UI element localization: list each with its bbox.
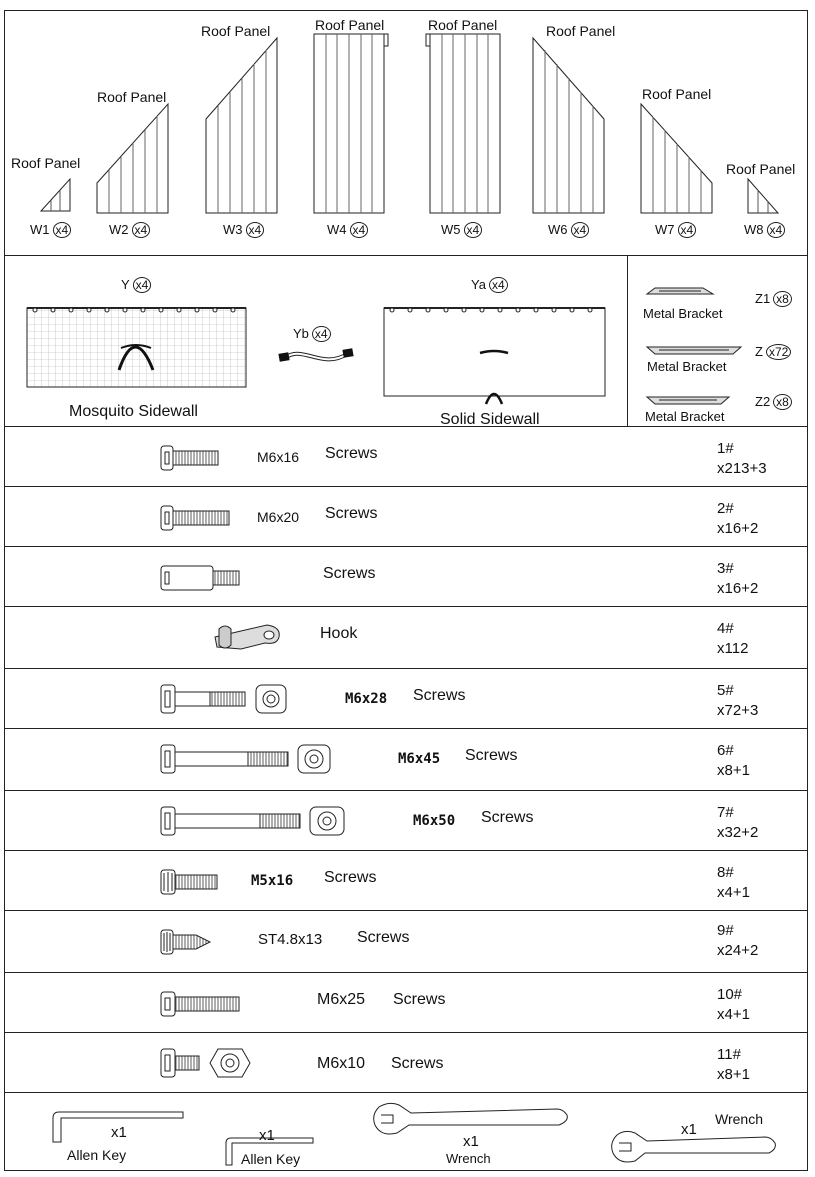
hardware-spec: M6x45 [398,751,441,767]
bracket-label: Metal Bracket [645,409,725,424]
mosquito-sidewall-drawing [27,296,247,388]
hardware-spec: M6x16 [257,449,300,465]
roof-panel-title: Roof Panel [428,17,498,33]
connector-drawing [277,346,357,368]
hardware-row [5,973,807,1033]
roof-panel-id: W2 x4 [109,222,150,238]
roof-panel-w5-drawing [426,33,500,213]
bolt-with-nut-icon [160,681,295,717]
hardware-part: Hook [320,625,358,642]
quantity-badge: x4 [767,222,786,238]
hardware-number: 1# [717,440,734,457]
tool-label: Allen Key [241,1151,301,1167]
bolt-with-nut-icon [160,741,338,777]
hardware-qty: x4+1 [717,1006,750,1023]
tool-qty: x1 [681,1121,697,1138]
hardware-spec: M6x28 [345,691,388,707]
hardware-part: Screws [323,565,376,582]
hardware-row [5,851,807,911]
bracket-label: Metal Bracket [643,306,723,321]
connector-id: Yb x4 [293,326,331,342]
divider [627,256,628,426]
quantity-badge: x4 [350,222,369,238]
hardware-qty: x72+3 [717,702,759,719]
roof-panel-title: Roof Panel [315,17,385,33]
quantity-badge: x4 [312,326,331,342]
hardware-row [5,607,807,669]
hardware-number: 11# [717,1046,741,1063]
roof-panel-id: W5 x4 [441,222,482,238]
quantity-badge: x8 [773,394,792,410]
hardware-row [5,911,807,973]
hardware-qty: x8+1 [717,762,750,779]
hardware-qty: x16+2 [717,580,759,597]
hardware-part: Screws [324,869,377,886]
hardware-part: Screws [393,991,446,1008]
roof-panel-title: Roof Panel [11,155,81,171]
hardware-row [5,729,807,791]
hardware-number: 9# [717,922,734,939]
roof-panel-w7-drawing [641,103,713,213]
roof-panel-title: Roof Panel [642,86,712,102]
hardware-row [5,669,807,729]
hardware-qty: x4+1 [717,884,750,901]
tool-qty: x1 [259,1127,275,1144]
tool-label: Allen Key [67,1147,127,1163]
hardware-spec: M6x25 [317,991,366,1008]
quantity-badge: x72 [766,344,791,360]
bracket-id: Z2 x8 [755,394,792,410]
screw-icon [160,989,242,1019]
solid-sidewall-drawing [384,296,606,406]
quantity-badge: x4 [571,222,590,238]
hardware-number: 3# [717,560,734,577]
hardware-spec: M6x10 [317,1055,366,1072]
hardware-row [5,1033,807,1093]
bracket-label: Metal Bracket [647,359,727,374]
hardware-spec: M6x50 [413,813,456,829]
metal-bracket-z-drawing [645,344,743,356]
hardware-spec: ST4.8x13 [258,931,323,948]
roof-panel-title: Roof Panel [201,23,271,39]
parts-list-sheet [4,10,808,1171]
roof-panel-id: W8 x4 [744,222,785,238]
hardware-qty: x24+2 [717,942,759,959]
tool-qty: x1 [111,1124,127,1141]
roof-panel-id: W4 x4 [327,222,368,238]
hardware-spec: M6x20 [257,509,300,525]
hardware-part: Screws [391,1055,444,1072]
roof-panel-id: W3 x4 [223,222,264,238]
hardware-spec: M5x16 [251,873,294,889]
metal-bracket-z2-drawing [645,394,731,406]
roof-panel-w2-drawing [97,103,169,213]
quantity-badge: x4 [53,222,72,238]
roof-panel-title: Roof Panel [97,89,167,105]
hook-icon [211,621,283,653]
tool-label: Wrench [446,1151,491,1166]
hardware-qty: x16+2 [717,520,759,537]
screw-icon [160,563,242,593]
solid-sidewall-label: Solid Sidewall [440,411,540,428]
hardware-row [5,791,807,851]
roof-panel-title: Roof Panel [726,161,796,177]
roof-panel-id: W1 x4 [30,222,71,238]
quantity-badge: x8 [773,291,792,307]
hardware-qty: x8+1 [717,1066,750,1083]
solid-sidewall-id: Ya x4 [471,277,508,293]
self-tapping-screw-icon [160,927,214,957]
quantity-badge: x4 [246,222,265,238]
hardware-number: 4# [717,620,734,637]
hardware-number: 10# [717,986,743,1003]
roof-panel-w1-drawing [41,177,71,211]
screw-icon [160,867,220,897]
screw-icon [160,443,220,473]
wrench-small-icon [609,1131,777,1167]
tool-label: Wrench [715,1111,763,1127]
hardware-number: 8# [717,864,734,881]
hardware-row [5,487,807,547]
metal-bracket-z1-drawing [645,284,715,296]
hardware-row [5,547,807,607]
hardware-number: 2# [717,500,734,517]
bolt-with-nut-icon [160,1045,252,1081]
bracket-id: Z x72 [755,344,791,360]
quantity-badge: x4 [464,222,483,238]
quantity-badge: x4 [678,222,697,238]
hardware-part: Screws [465,747,518,764]
roof-panel-w8-drawing [747,177,779,213]
sidewalls-section [5,256,807,427]
hardware-number: 7# [717,804,734,821]
hardware-qty: x112 [717,640,749,657]
roof-panel-id: W7 x4 [655,222,696,238]
hardware-part: Screws [325,505,378,522]
tool-qty: x1 [463,1133,479,1150]
roof-panel-w6-drawing [533,37,605,213]
hardware-number: 5# [717,682,734,699]
hardware-number: 6# [717,742,734,759]
roof-panel-id: W6 x4 [548,222,589,238]
roof-panel-w4-drawing [314,33,388,213]
roof-panel-w3-drawing [206,37,278,213]
hardware-part: Screws [413,687,466,704]
bolt-with-nut-icon [160,803,352,839]
hardware-row [5,427,807,487]
hardware-qty: x32+2 [717,824,759,841]
hardware-qty: x213+3 [717,460,767,477]
quantity-badge: x4 [489,277,508,293]
tools-section [5,1093,807,1172]
hardware-part: Screws [325,445,378,462]
roof-panels-section [5,11,807,256]
mosquito-sidewall-label: Mosquito Sidewall [69,403,198,420]
screw-icon [160,503,232,533]
roof-panel-title: Roof Panel [546,23,616,39]
quantity-badge: x4 [133,277,152,293]
hardware-part: Screws [481,809,534,826]
bracket-id: Z1 x8 [755,291,792,307]
quantity-badge: x4 [132,222,151,238]
mosquito-sidewall-id: Y x4 [121,277,151,293]
hardware-part: Screws [357,929,410,946]
